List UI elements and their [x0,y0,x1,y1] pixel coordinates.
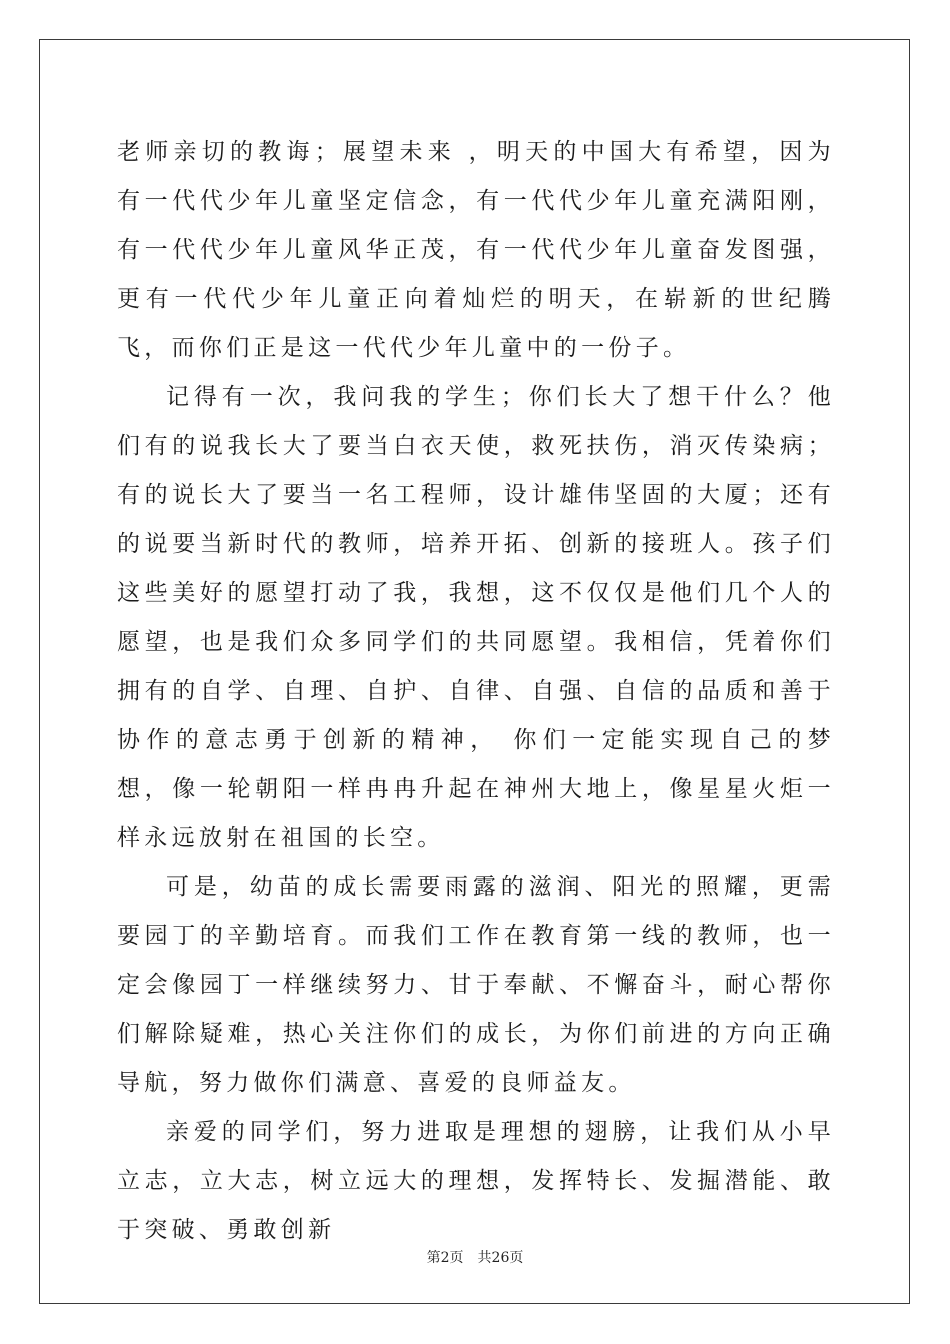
page-footer [0,1247,950,1267]
page-number-total: 共26页 [477,1250,524,1266]
document-body [117,128,835,1255]
page-number-current: 第2页 [426,1250,464,1266]
paragraph-4: 亲爱的同学们，努力进取是理想的翅膀，让我们从小早立志，立大志，树立远大的理想，发挥特长、发掘潜能、敢于突破、勇敢创新 [117,1119,835,1243]
paragraph-1: 老师亲切的教诲；展望未来 ，明天的中国大有希望，因为有一代代少年儿童坚定信念，有一代代少年儿童充满阳刚，有一代代少年儿童风华正茂，有一代代少年儿童奋发图强，更有一代代少年儿童正向着灿烂的明天，在崭新的世纪腾飞，而你们正是这一代代少年儿童中的一份子。 [117,139,835,361]
paragraph-3: 可是，幼苗的成长需要雨露的滋润、阳光的照耀，更需要园丁的辛勤培育。而我们工作在教育第一线的教师，也一定会像园丁一样继续努力、甘于奉献、不懈奋斗，耐心帮你们解除疑难，热心关注你们的成长，为你们前进的方向正确导航，努力做你们满意、喜爱的良师益友。 [117,874,835,1096]
paragraph-2: 记得有一次，我问我的学生；你们长大了想干什么？他们有的说我长大了要当白衣天使，救死扶伤，消灭传染病；有的说长大了要当一名工程师，设计雄伟坚固的大厦；还有的说要当新时代的教师，培养开拓、创新的接班人。孩子们这些美好的愿望打动了我，我想，这不仅仅是他们几个人的愿望，也是我们众多同学们的共同愿望。我相信，凭着你们拥有的自学、自理、自护、自律、自强、自信的品质和善于协作的意志勇于创新的精神， 你们一定能实现自己的梦想，像一轮朝阳一样冉冉升起在神州大地上，像星星火炬一样永远放射在祖国的长空。 [117,384,835,851]
